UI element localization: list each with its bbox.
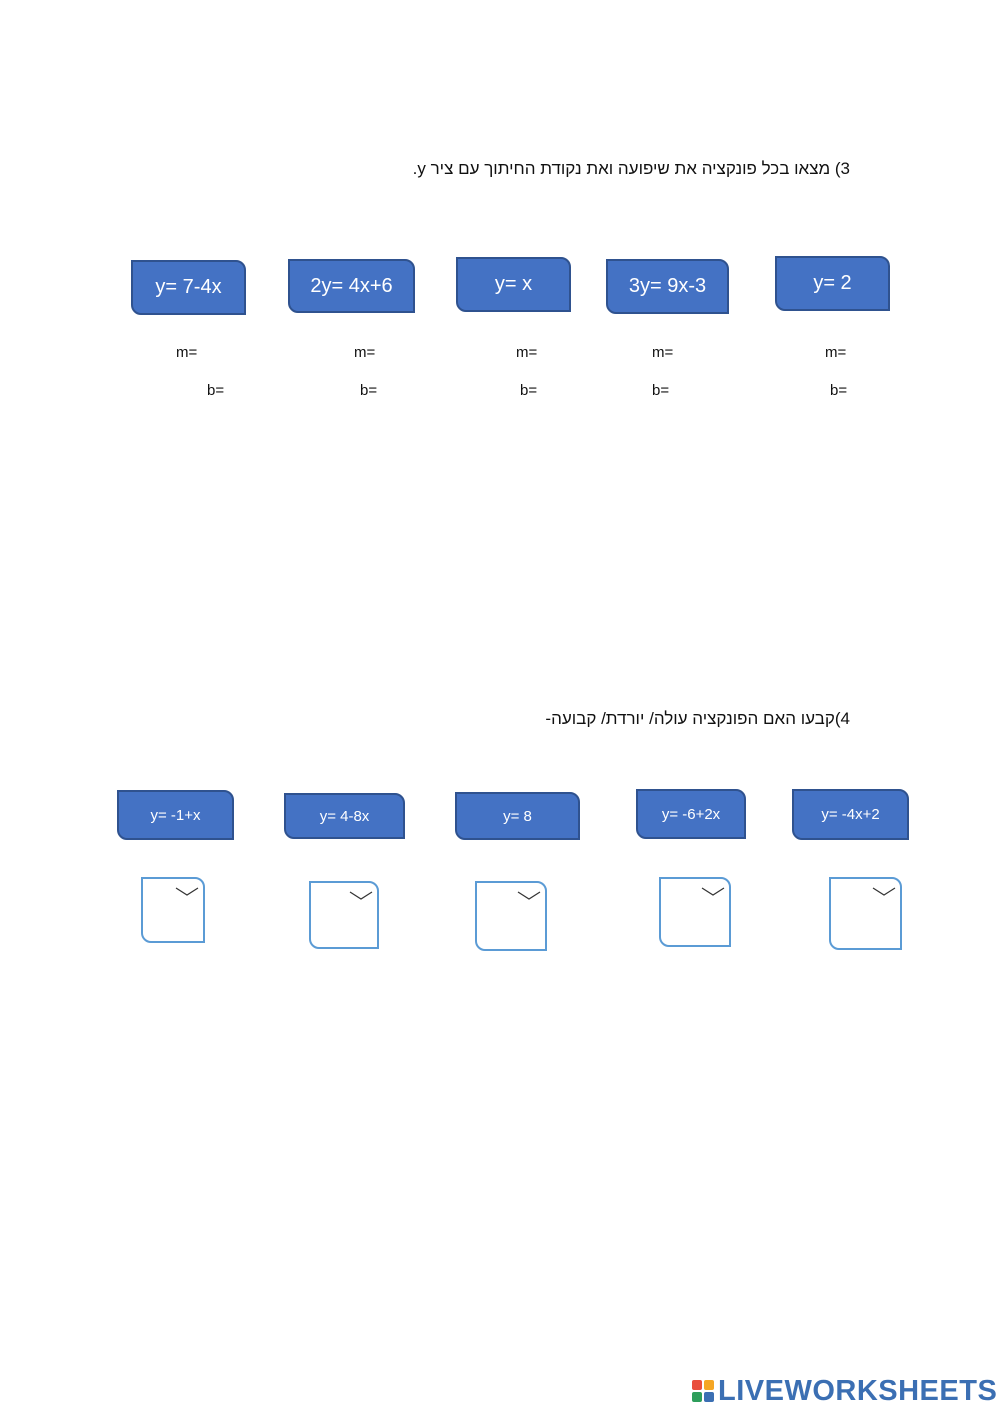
chevron-down-icon [349, 891, 373, 901]
function-box-s4-1: y= -1+x [117, 790, 234, 840]
answer-dropdown-1[interactable] [141, 877, 205, 943]
function-box-s3-2: 2y= 4x+6 [288, 259, 415, 313]
chevron-down-icon [175, 887, 199, 897]
slope-label: m= [652, 344, 674, 361]
answer-dropdown-3[interactable] [475, 881, 547, 951]
function-box-s3-5: y= 2 [775, 256, 890, 311]
function-box-s3-4: 3y= 9x-3 [606, 259, 729, 314]
logo-mark-icon [692, 1380, 714, 1402]
slope-label: m= [176, 344, 198, 361]
section4-instruction: 4)קבעו האם הפונקציה עולה/ יורדת/ קבועה- [545, 709, 850, 728]
function-box-s3-1: y= 7-4x [131, 260, 246, 315]
intercept-label: b= [652, 382, 670, 399]
section3-instruction: 3) מצאו בכל פונקציה את שיפועה ואת נקודת החיתוך עם ציר y. [412, 159, 850, 178]
intercept-label: b= [830, 382, 848, 399]
function-box-s4-4: y= -6+2x [636, 789, 746, 839]
logo-text: LIVEWORKSHEETS [718, 1374, 998, 1407]
chevron-down-icon [701, 887, 725, 897]
intercept-label: b= [360, 382, 378, 399]
answer-dropdown-4[interactable] [659, 877, 731, 947]
function-box-s4-3: y= 8 [455, 792, 580, 840]
slope-label: m= [354, 344, 376, 361]
intercept-label: b= [520, 382, 538, 399]
slope-label: m= [825, 344, 847, 361]
liveworksheets-logo [692, 1375, 997, 1407]
function-box-s3-3: y= x [456, 257, 571, 312]
function-box-s4-2: y= 4-8x [284, 793, 405, 839]
chevron-down-icon [517, 891, 541, 901]
intercept-label: b= [207, 382, 225, 399]
chevron-down-icon [872, 887, 896, 897]
answer-dropdown-2[interactable] [309, 881, 379, 949]
slope-label: m= [516, 344, 538, 361]
function-box-s4-5: y= -4x+2 [792, 789, 909, 840]
answer-dropdown-5[interactable] [829, 877, 902, 950]
